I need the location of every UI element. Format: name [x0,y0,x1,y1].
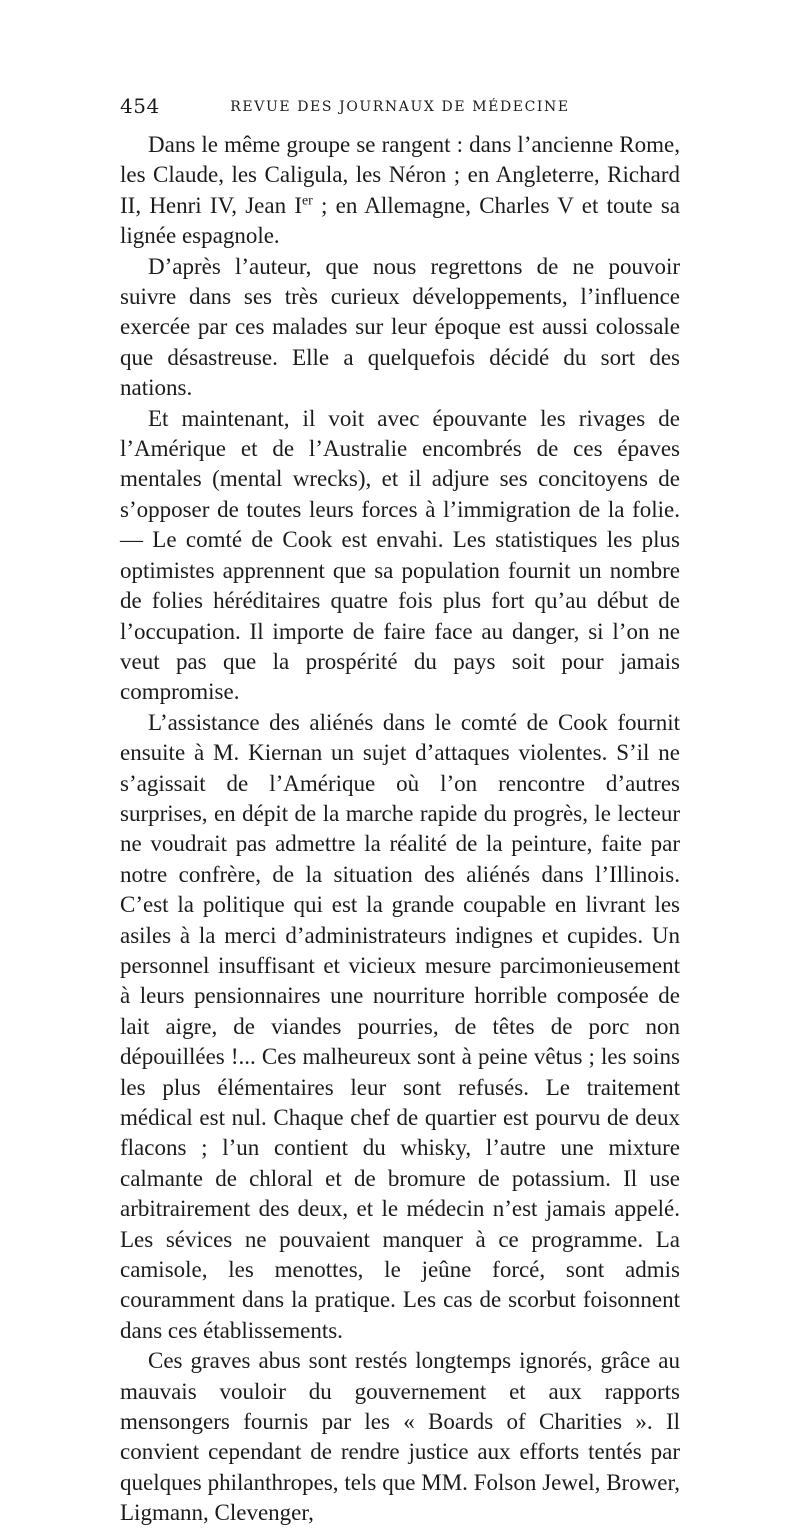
paragraph-5: Ces graves abus sont restés longtemps ignorés, grâce au mauvais vouloir du gouvernement et aux rapports mensongers fournis par les « Boards of Charities ». Il convient cependant de rendre justice aux efforts tentés par quelques philanthropes, tels que MM. Folson Jewel, Brower, Ligmann, Clevenger, [120,1348,680,1526]
paragraph-3: Et maintenant, il voit avec épouvante les rivages de l’Amérique et de l’Australie encombrés de ces épaves mentales (mental wrecks), et il adjure ses concitoyens de s’opposer de toutes leurs forces à l’immigration de la folie. — Le comté de Cook est envahi. Les statistiques les plus optimistes apprennent que sa population fournit un nombre de folies héréditaires quatre fois plus fort qu’au début de l’occupation. Il importe de faire face au danger, si l’on ne veut pas que la prospérité du pays soit pour jamais compromise. [120,405,680,705]
paragraph-1-text-end: ; en Allemagne, Charles V et toute sa lignée espagnole. [120,192,680,249]
body-text [120,130,680,1529]
paragraph-2: D’après l’auteur, que nous regrettons de ne pouvoir suivre dans ses très curieux développements, l’influence exercée par ces malades sur leur époque est aussi colossale que désastreuse. Elle a quelquefois décidé du sort des nations. [120,253,680,401]
superscript-er: er [302,192,313,208]
paragraph-1 [120,130,680,252]
paragraph-1-text: Dans le même groupe se rangent : dans l’ancienne Rome, les Claude, les Caligula, les Néron ; en Angleterre, Richard II, Henri IV, Jean I [120,132,680,218]
page-header [120,94,680,118]
page-number: 454 [120,94,160,118]
paragraph-4: L’assistance des aliénés dans le comté de Cook fournit ensuite à M. Kiernan un sujet d’attaques violentes. S’il ne s’agissait de l’Amérique où l’on rencontre d’autres surprises, en dépit de la marche rapide du progrès, le lecteur ne voudrait pas admettre la réalité de la peinture, faite par notre confrère, de la situation des aliénés dans l’Illinois. C’est la politique qui est la grande coupable en livrant les asiles à la merci d’administrateurs indignes et cupides. Un personnel insuffisant et vicieux mesure parcimonieusement à leurs pensionnaires une nourriture horrible composée de lait aigre, de viandes pourries, de têtes de porc non dépouillées !... Ces malheureux sont à peine vêtus ; les soins les plus élémentaires leur sont refusés. Le traitement médical est nul. Chaque chef de quartier est pourvu de deux flacons ; l’un contient du whisky, l’autre une mixture calmante de chloral et de bromure de potassium. Il use arbitrairement des deux, et le médecin n’est jamais appelé. Les sévices ne pouvaient manquer à ce programme. La camisole, les menottes, le jeûne forcé, sont admis couramment dans la pratique. Les cas de scorbut foisonnent dans ces établissements. [120,709,680,1343]
running-head: REVUE DES JOURNAUX DE MÉDECINE [230,99,570,115]
